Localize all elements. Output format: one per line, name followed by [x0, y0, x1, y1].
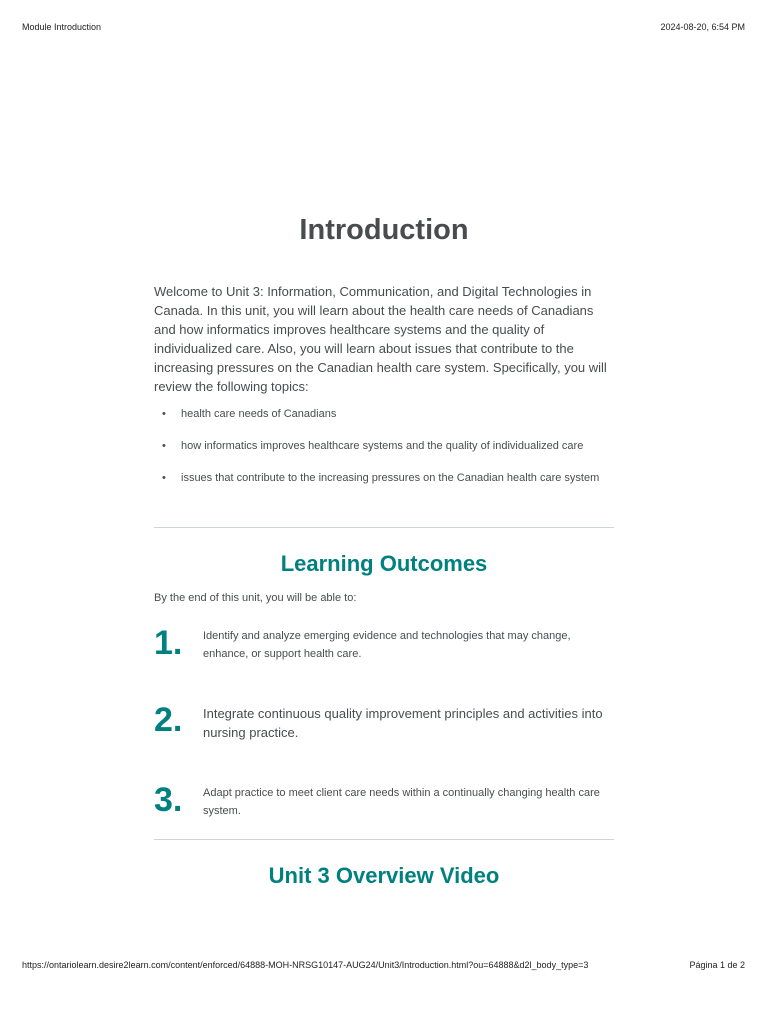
topic-list [154, 406, 614, 502]
learning-outcomes-heading: Learning Outcomes [280, 551, 488, 576]
overview-video-heading: Unit 3 Overview Video [268, 863, 500, 888]
outcome-number: 1. [154, 624, 183, 662]
section-divider [154, 839, 614, 840]
topic-item: • how informatics improves healthcare systems and the quality of individualized care [154, 438, 614, 455]
topic-item: • health care needs of Canadians [154, 406, 614, 423]
outcome-item [154, 625, 614, 663]
print-header [22, 22, 745, 32]
outcome-item [154, 782, 614, 820]
outcome-text: Identify and analyze emerging evidence and technologies that may change, enhance, or support health care. [203, 630, 571, 660]
print-header-timestamp: 2024-08-20, 6:54 PM [660, 22, 745, 32]
section-divider [154, 527, 614, 528]
page-title: Introduction [299, 214, 469, 246]
learning-outcomes-lead: By the end of this unit, you will be able to: [154, 592, 357, 604]
outcome-number: 3. [154, 781, 183, 819]
outcome-text: Adapt practice to meet client care needs within a continually changing health care system. [203, 787, 600, 817]
print-footer [22, 960, 745, 970]
print-header-title: Module Introduction [22, 22, 102, 32]
page-indicator: Página 1 de 2 [689, 960, 745, 970]
outcome-number: 2. [154, 701, 183, 739]
topic-item: • issues that contribute to the increasing pressures on the Canadian health care system [154, 470, 614, 487]
intro-paragraph: Welcome to Unit 3: Information, Communication, and Digital Technologies in Canada. In this unit, you will learn about the health care needs of Canadians and how informatics improves healthcare systems and the quality of individualized care. Also, you will learn about issues that contribute to the increasing pressures on the Canadian health care system. Specifically, you will review the following topics: [154, 284, 607, 394]
outcome-item [154, 702, 614, 742]
outcome-text: Integrate continuous quality improvement principles and activities into nursing practice. [203, 706, 603, 740]
print-footer-url: https://ontariolearn.desire2learn.com/content/enforced/64888-MOH-NRSG10147-AUG24/Unit3/Introduction.html?ou=64888&d2l_body_type=3 [22, 960, 589, 970]
